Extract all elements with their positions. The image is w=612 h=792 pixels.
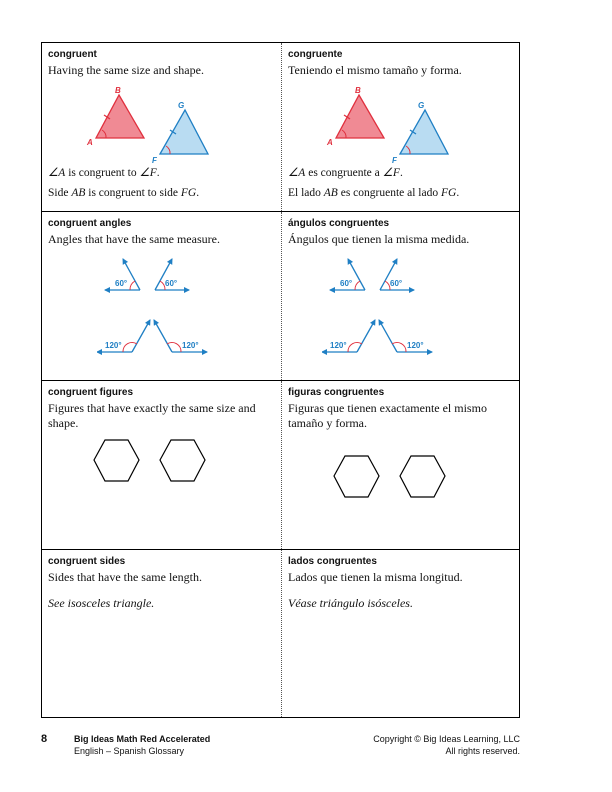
triangle-fgh [400, 110, 448, 154]
congruent-hexagons-figure [92, 438, 222, 488]
definition: Figuras que tienen exactamente el mismo tamaño y forma. [288, 401, 487, 430]
copyright-text: Copyright © Big Ideas Learning, LLC [373, 734, 520, 744]
definition: Lados que tienen la misma longitud. [288, 570, 463, 584]
triangle-abc [96, 95, 144, 138]
cell-english [42, 381, 281, 549]
cell-spanish [281, 550, 519, 717]
statement-sides: Side AB is congruent to side FG. [48, 187, 200, 199]
angle-label: 120° [105, 341, 122, 350]
definition: Figures that have exactly the same size and shape. [48, 401, 256, 430]
term: congruent [48, 49, 97, 60]
definition: Having the same size and shape. [48, 63, 204, 77]
cell-spanish [281, 212, 519, 380]
congruent-angles-figure [322, 252, 462, 367]
term: congruent angles [48, 218, 132, 229]
label-g: G [418, 101, 425, 110]
definition: Teniendo el mismo tamaño y forma. [288, 63, 462, 77]
triangle-abc [336, 95, 384, 138]
label-a: A [87, 138, 93, 147]
angle-label: 60° [165, 279, 178, 288]
see-also-note: See isosceles triangle. [48, 596, 155, 610]
page-number: 8 [41, 733, 48, 745]
angle-60-right [380, 259, 414, 290]
statement-angles: ∠A is congruent to ∠F. [48, 167, 160, 179]
statement-sides: El lado AB es congruente al lado FG. [288, 187, 460, 199]
angle-60-left [330, 259, 365, 290]
glossary-subtitle: English – Spanish Glossary [74, 746, 185, 756]
term: figuras congruentes [288, 387, 385, 398]
statement-angles: ∠A es congruente a ∠F. [288, 167, 403, 179]
entry-congruent-sides [42, 550, 519, 717]
congruent-triangles-figure [322, 85, 472, 165]
book-title: Big Ideas Math Red Accelerated [74, 734, 211, 744]
book-info [74, 733, 210, 757]
definition: Sides that have the same length. [48, 570, 202, 584]
angle-label: 60° [115, 279, 128, 288]
label-g: G [178, 101, 185, 110]
congruent-angles-figure [97, 252, 237, 367]
angle-label: 120° [330, 341, 347, 350]
angle-label: 120° [182, 341, 199, 350]
angle-120-left [97, 320, 150, 352]
entry-congruent-figures [42, 381, 519, 550]
definition: Angles that have the same measure. [48, 232, 220, 246]
entry-congruent [42, 43, 519, 212]
angle-label: 120° [407, 341, 424, 350]
angle-120-right [379, 320, 432, 352]
angle-120-left [322, 320, 375, 352]
cell-spanish [281, 43, 519, 211]
rights-text: All rights reserved. [445, 746, 520, 756]
copyright-block [373, 733, 520, 757]
see-also-note: Véase triángulo isósceles. [288, 596, 413, 610]
label-a: A [327, 138, 333, 147]
hexagon [334, 456, 379, 497]
triangle-fgh [160, 110, 208, 154]
label-f: F [392, 156, 397, 165]
hexagon [94, 440, 139, 481]
cell-english [42, 212, 281, 380]
label-b: B [115, 86, 121, 95]
label-f: F [152, 156, 157, 165]
angle-120-right [154, 320, 207, 352]
term: lados congruentes [288, 556, 377, 567]
cell-english [42, 550, 281, 717]
congruent-triangles-figure [82, 85, 232, 165]
angle-60-right [155, 259, 189, 290]
term: congruente [288, 49, 343, 60]
hexagon [400, 456, 445, 497]
glossary-table [41, 42, 520, 718]
term: congruent sides [48, 556, 126, 567]
hexagon [160, 440, 205, 481]
label-b: B [355, 86, 361, 95]
term: ángulos congruentes [288, 218, 390, 229]
term: congruent figures [48, 387, 134, 398]
definition: Ángulos que tienen la misma medida. [288, 232, 470, 246]
angle-60-left [105, 259, 140, 290]
entry-congruent-angles [42, 212, 519, 381]
congruent-hexagons-figure [332, 454, 462, 504]
cell-english [42, 43, 281, 211]
cell-spanish [281, 381, 519, 549]
angle-label: 60° [390, 279, 403, 288]
angle-label: 60° [340, 279, 353, 288]
